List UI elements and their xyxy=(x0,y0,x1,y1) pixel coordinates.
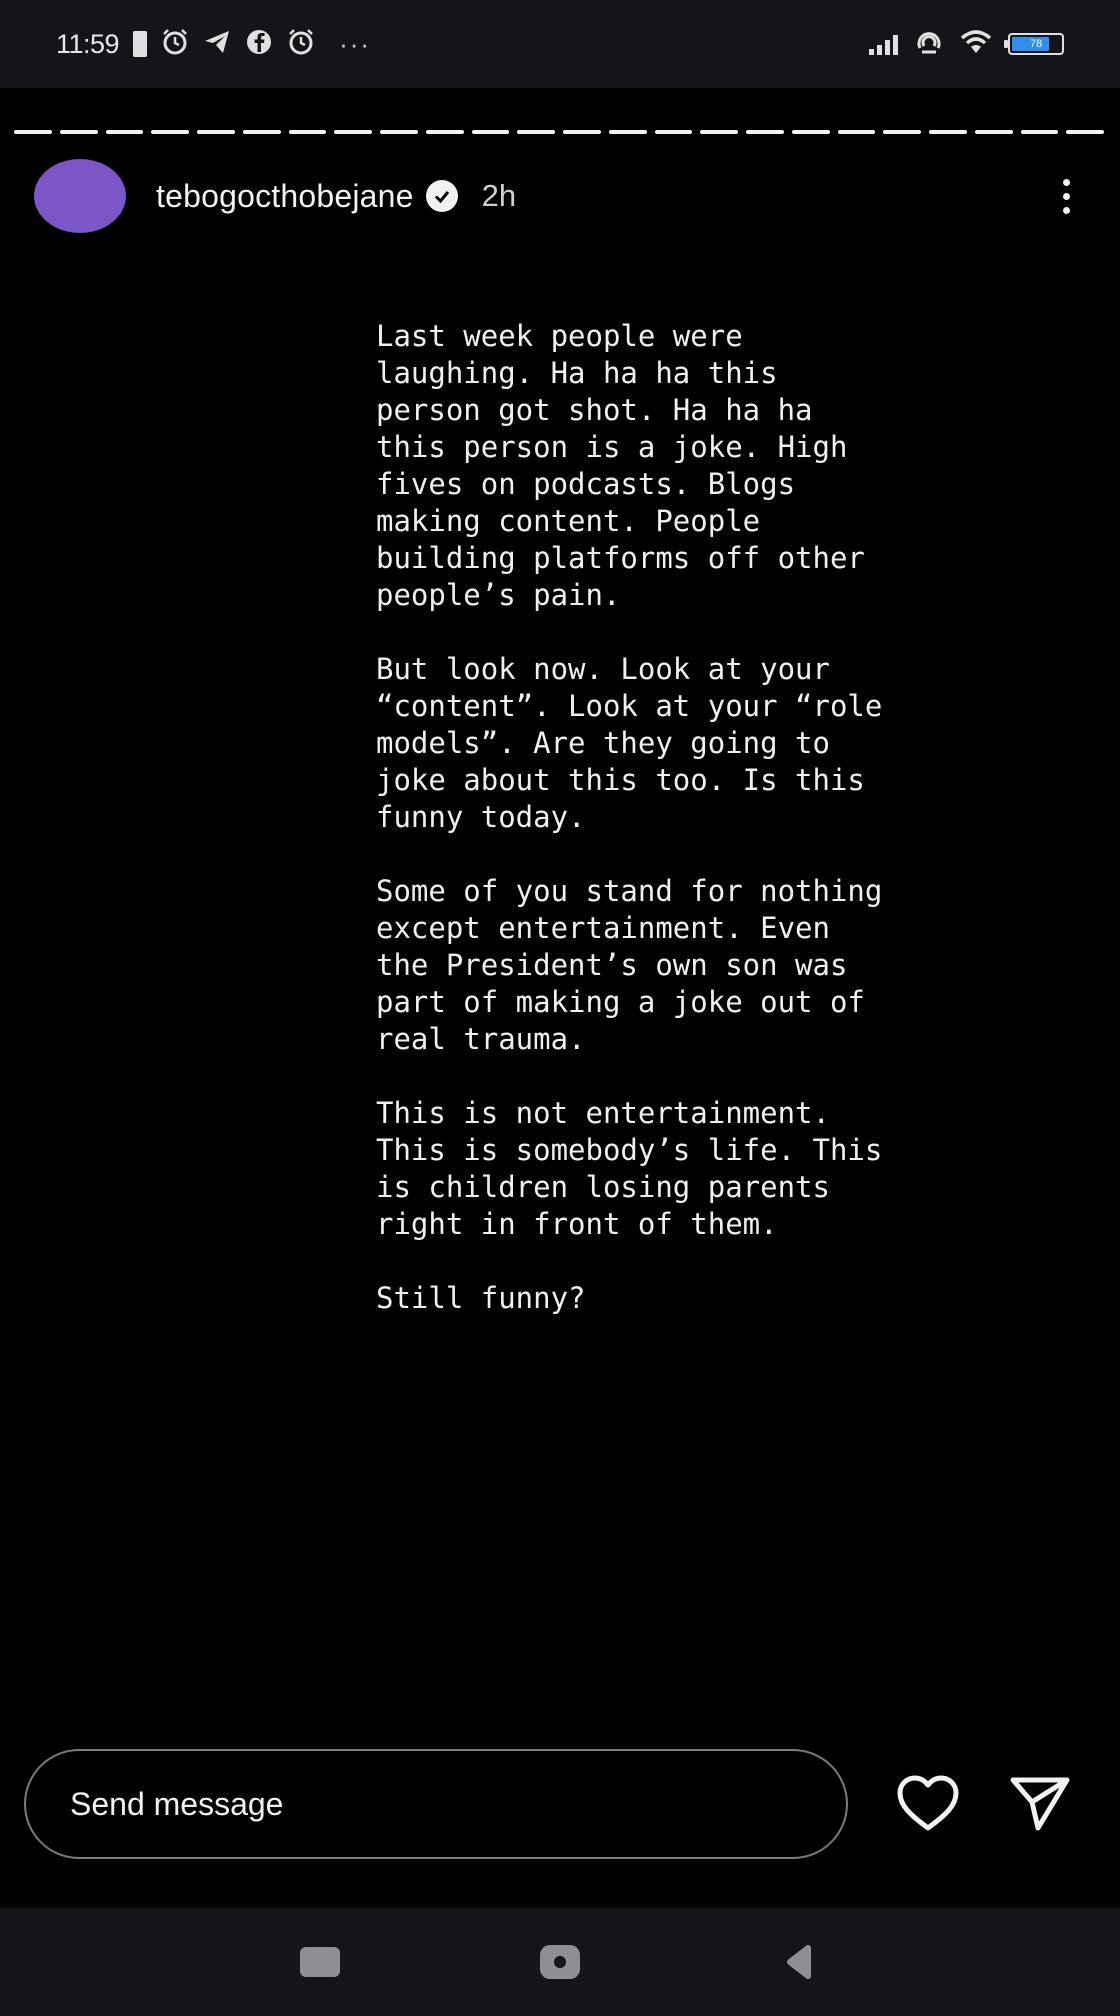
story-progress-segment xyxy=(929,130,967,134)
more-dot xyxy=(1063,193,1070,200)
status-right xyxy=(869,28,1064,60)
battery-icon xyxy=(1008,33,1064,55)
reply-bar xyxy=(24,1748,1096,1860)
more-dot xyxy=(1063,179,1070,186)
sim-icon xyxy=(133,31,147,57)
avatar[interactable] xyxy=(34,159,126,233)
status-clock: 11:59 xyxy=(56,28,120,59)
status-left xyxy=(56,28,371,60)
story-progress-segment xyxy=(700,130,738,134)
story-progress-segment xyxy=(334,130,372,134)
story-progress-segment xyxy=(609,130,647,134)
story-progress-segment xyxy=(14,130,52,134)
story-progress-segment xyxy=(289,130,327,134)
story-progress-segment xyxy=(792,130,830,134)
story-progress-segment xyxy=(472,130,510,134)
story-progress-segment xyxy=(655,130,693,134)
story-progress-segment xyxy=(883,130,921,134)
story-paragraph: Some of you stand for nothing except entertainment. Even the President’s own son was part of making a joke out of real trauma. xyxy=(376,874,883,1056)
telegram-icon xyxy=(203,29,231,59)
back-button[interactable] xyxy=(770,1932,830,1992)
recent-apps-icon xyxy=(300,1947,340,1977)
story-text xyxy=(376,318,896,1317)
more-dot xyxy=(1063,207,1070,214)
story-progress-segment xyxy=(151,130,189,134)
story-paragraph: But look now. Look at your “content”. Look at your “role models”. Are they going to joke about this too. Is this funny today. xyxy=(376,652,883,834)
story-progress-segment xyxy=(517,130,555,134)
story-progress-segment xyxy=(746,130,784,134)
send-icon xyxy=(1007,1774,1073,1834)
story-progress-segment xyxy=(975,130,1013,134)
story-progress-segment xyxy=(106,130,144,134)
story-progress-bar xyxy=(14,130,1104,134)
status-bar xyxy=(0,0,1120,88)
story-progress-segment xyxy=(1066,130,1104,134)
alarm-icon xyxy=(161,28,189,60)
more-options-button[interactable] xyxy=(1046,168,1086,224)
wifi-icon xyxy=(960,29,992,59)
story-progress-segment xyxy=(426,130,464,134)
story-progress-segment xyxy=(60,130,98,134)
story-progress-segment xyxy=(563,130,601,134)
battery-text: 78 xyxy=(1029,38,1043,50)
story-username[interactable]: tebogocthobejane xyxy=(156,177,414,214)
system-nav-bar xyxy=(0,1908,1120,2016)
like-button[interactable] xyxy=(892,1768,964,1840)
story-paragraph: Last week people were laughing. Ha ha ha this person got shot. Ha ha ha this person is a joke. High fives on podcasts. Blogs making content. People building platforms off other people’s pain. xyxy=(376,319,865,612)
story-progress-segment xyxy=(380,130,418,134)
story-progress-segment xyxy=(1021,130,1059,134)
share-button[interactable] xyxy=(1004,1768,1076,1840)
story-paragraph: This is not entertainment. This is somebody’s life. This is children losing parents right in front of them. xyxy=(376,1096,883,1241)
recent-apps-button[interactable] xyxy=(290,1932,350,1992)
story-time: 2h xyxy=(481,178,517,213)
signal-icon xyxy=(869,33,898,55)
heart-icon xyxy=(895,1774,961,1834)
hotspot-icon xyxy=(914,28,944,60)
story-header xyxy=(34,158,1086,234)
more-notifications-icon: ··· xyxy=(339,28,372,59)
send-message-input[interactable] xyxy=(24,1749,848,1859)
back-icon xyxy=(780,1942,820,1982)
story-progress-segment xyxy=(243,130,281,134)
story-progress-segment xyxy=(838,130,876,134)
verified-badge-icon xyxy=(426,180,458,212)
home-button[interactable] xyxy=(530,1932,590,1992)
home-icon xyxy=(540,1945,580,1979)
facebook-icon xyxy=(245,28,273,60)
story-paragraph: Still funny? xyxy=(376,1281,586,1315)
story-progress-segment xyxy=(197,130,235,134)
alarm-icon xyxy=(287,28,315,60)
